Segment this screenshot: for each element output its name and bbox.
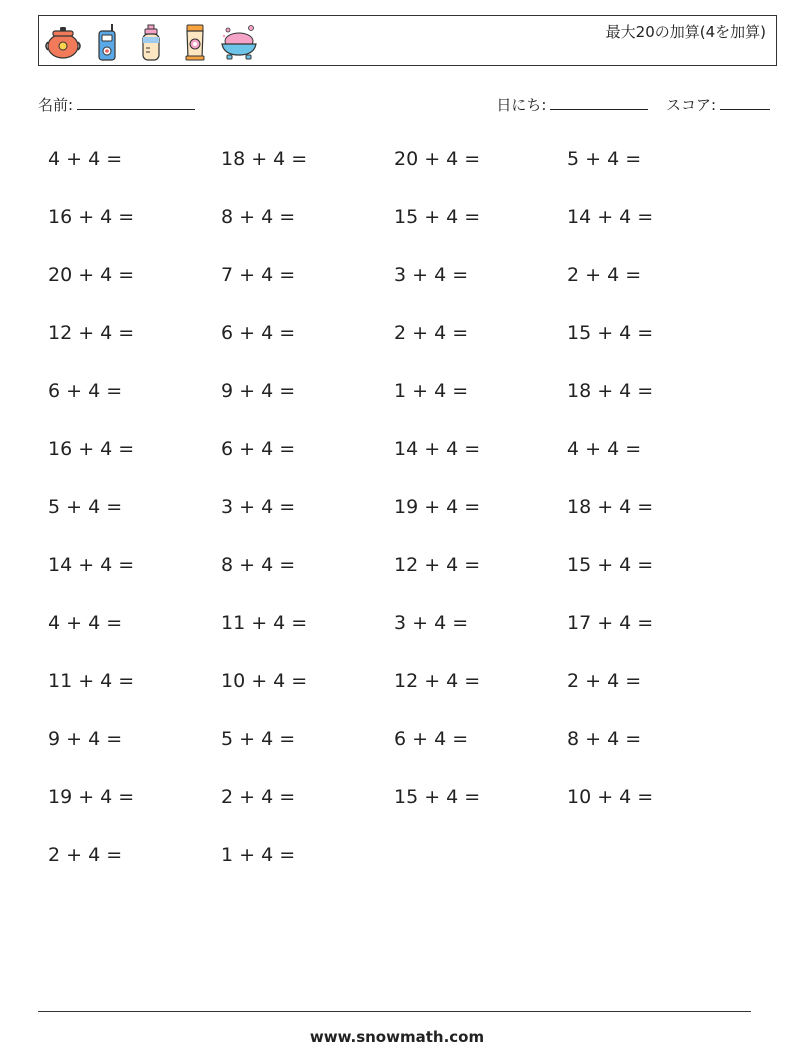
problem-item: 5 + 4 = [567,148,642,170]
problem-item: 14 + 4 = [48,554,135,576]
problem-item: 3 + 4 = [394,612,469,634]
problem-item: 5 + 4 = [48,496,123,518]
date-blank[interactable] [550,95,648,110]
problem-item: 2 + 4 = [48,844,123,866]
walkie-talkie-icon [87,20,127,64]
problem-item: 8 + 4 = [221,554,296,576]
problem-item: 8 + 4 = [567,728,642,750]
footer-divider [38,1011,751,1012]
pot-icon [43,20,83,64]
bath-tub-icon [219,20,259,64]
problem-item: 5 + 4 = [221,728,296,750]
name-blank[interactable] [77,95,195,110]
name-field [38,94,195,115]
problem-item: 6 + 4 = [48,380,123,402]
problem-item: 15 + 4 = [394,206,481,228]
problem-item: 11 + 4 = [48,670,135,692]
problem-item: 12 + 4 = [394,670,481,692]
problem-item: 9 + 4 = [48,728,123,750]
problem-item: 19 + 4 = [394,496,481,518]
problem-item: 20 + 4 = [394,148,481,170]
problem-item: 10 + 4 = [221,670,308,692]
cream-tube-icon [175,20,215,64]
problem-item: 12 + 4 = [394,554,481,576]
worksheet-title: 最大20の加算(4を加算) [605,23,766,41]
header-icons [43,20,263,64]
problem-item: 3 + 4 = [221,496,296,518]
problem-item: 1 + 4 = [394,380,469,402]
problem-item: 14 + 4 = [394,438,481,460]
problem-item: 18 + 4 = [567,496,654,518]
name-label: 名前: [38,96,74,114]
problem-item: 12 + 4 = [48,322,135,344]
problem-item: 2 + 4 = [567,264,642,286]
problem-item: 16 + 4 = [48,438,135,460]
problem-item: 20 + 4 = [48,264,135,286]
problem-item: 2 + 4 = [394,322,469,344]
problem-item: 4 + 4 = [567,438,642,460]
problem-item: 8 + 4 = [221,206,296,228]
baby-bottle-icon [131,20,171,64]
problem-item: 11 + 4 = [221,612,308,634]
problem-item: 17 + 4 = [567,612,654,634]
problem-item: 6 + 4 = [221,322,296,344]
problem-item: 4 + 4 = [48,612,123,634]
problem-item: 15 + 4 = [567,554,654,576]
problem-item: 1 + 4 = [221,844,296,866]
problem-item: 3 + 4 = [394,264,469,286]
problem-item: 19 + 4 = [48,786,135,808]
footer-url: www.snowmath.com [309,1028,485,1046]
problem-item: 6 + 4 = [394,728,469,750]
problem-item: 14 + 4 = [567,206,654,228]
problem-item: 4 + 4 = [48,148,123,170]
problem-item: 6 + 4 = [221,438,296,460]
problem-item: 16 + 4 = [48,206,135,228]
problem-item: 10 + 4 = [567,786,654,808]
score-label: スコア: [665,96,716,114]
problem-grid [48,145,748,899]
problem-item: 18 + 4 = [221,148,308,170]
header-box [38,15,777,66]
problem-item: 9 + 4 = [221,380,296,402]
date-score-fields [496,94,770,115]
date-label: 日にち: [496,96,547,114]
problem-item: 15 + 4 = [394,786,481,808]
problem-item: 18 + 4 = [567,380,654,402]
problem-item: 7 + 4 = [221,264,296,286]
problem-item: 15 + 4 = [567,322,654,344]
problem-item: 2 + 4 = [221,786,296,808]
score-blank[interactable] [720,95,770,110]
problem-item: 2 + 4 = [567,670,642,692]
